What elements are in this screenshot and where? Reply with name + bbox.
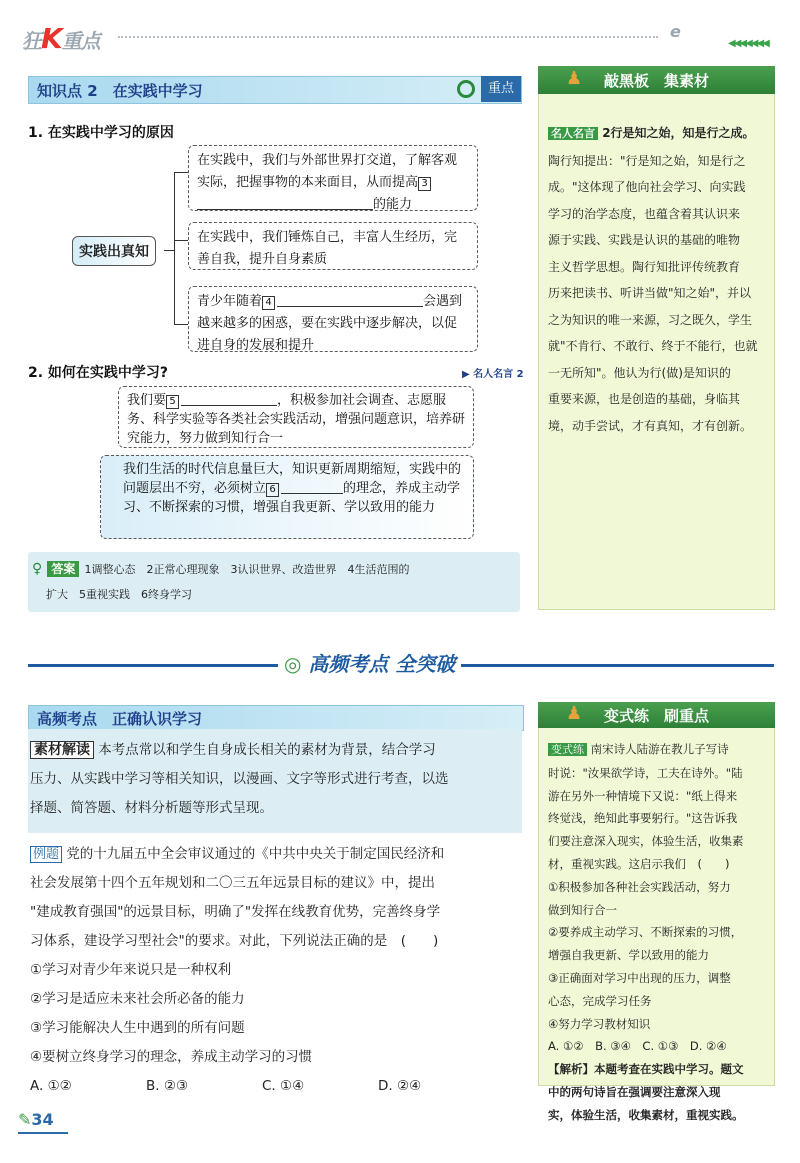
option-statement: ③学习能解决人生中遇到的所有问题 [30,1020,245,1036]
mindmap-connector [174,324,188,325]
side-bottom-text: 变式练 南宋诗人陆游在教儿子写诗 时说："汝果欲学诗，工夫在诗外。"陆 游在另外一种情境下又说："纸上得来 终觉浅，绝知此事要躬行。"这告诉我 们要注意深入现实，体验生活，收集素 材，重视实践。这启示我们 ( ) ①积极参加各种社会实践活动，努力 做到知行合一 ②要养成主动学习、不断探索的习惯， 增强自我更新、学以致用的能力 ③正确面对学习中出现的压力，调整 心态，完成学习任务 ④努力学习教材知识 A. ①② B. ③④ C. ①③ D. ②④ 【解析】本题考查在实践中学习。题文 中的两句诗旨在强调要注意深入现 实，体验生活，收集素材，重视实践。 [548,738,772,1127]
footer-line [18,1132,68,1134]
answer-blank[interactable] [277,292,423,307]
side-note-link[interactable]: ▶ 名人名言 2 [462,369,524,380]
answer-panel [28,552,520,612]
freq-title-bar: 高频考点 正确认识学习 [28,705,524,731]
method-box-2: 我们生活的时代信息量巨大，知识更新周期缩短，实践中的问题层出不穷，必须树立 6 的理念，养成主动学习、不断探索的习惯，增强自我更新、学以致用的能力 [100,455,474,539]
mindmap-connector [174,172,188,173]
answer-blank[interactable] [197,195,373,210]
blank-number: 3 [418,177,431,191]
header-mark: e [670,22,681,41]
page-icon: ✎ [18,1110,32,1129]
option-statement: ②学习是适应未来社会所必备的能力 [30,991,245,1007]
answer-row-2: 扩大 5重视实践 6终身学习 [46,588,192,601]
reason-box-3: 青少年随着 4 会遇到越来越多的困惑，要在实践中逐步解决，以促进自身的发展和提升 [188,286,478,352]
practice-tag: 变式练 [548,743,587,756]
part2-heading: 2. 如何在实践中学习? [28,365,169,381]
choice-c[interactable]: C. ①④ [262,1078,305,1094]
header-arrows-icon: ◀◀◀◀◀◀◀ [728,38,768,49]
part1-heading: 1. 在实践中学习的原因 [28,125,174,141]
page-number: ✎34 [18,1110,54,1129]
option-statement: ④要树立终身学习的理念，养成主动学习的习惯 [30,1049,313,1065]
reason-box-2: 在实践中，我们锤炼自己，丰富人生经历，完善自我，提升自身素质 [188,222,478,270]
mindmap-bracket [174,172,175,324]
answer-blank[interactable] [181,391,277,406]
side-panel-bottom-header: ♟ 变式练 刷重点 [538,702,775,728]
target-icon [457,80,475,98]
brand-logo: 狂K重点 [22,22,100,55]
header-dotted-line [118,36,658,38]
blank-number: 5 [166,395,179,409]
freq-text: 素材解读 本考点常以和学生自身成长相关的素材为背景，结合学习 压力、从实践中学习等相关知识，以漫画、文字等形式进行考查，以选 择题、简答题、材料分析题等形式呈现。 [30,742,449,816]
method-box-1: 我们要 5 ，积极参加社会调查、志愿服务、科学实验等各类社会实践活动，增强问题意识，培养研究能力，努力做到知行合一 [118,386,474,448]
quote-tag: 名人名言 [548,127,598,140]
mindmap-connector [174,240,188,241]
section-title-bar [28,76,522,104]
choice-b[interactable]: B. ②③ [146,1078,189,1094]
example-question: 例题 党的十九届五中全会审议通过的《中共中央关于制定国民经济和 社会发展第十四个五年规划和二〇三五年远景目标的建议》中，提出 "建成教育强国"的远景目标，明确了"发挥在线教育优势，完善终身学 习体系，建设学习型社会"的要求。对此，下列说法正确的是 ( ) ①学习对青少年来说只是一种权利 ②学习是适应未来社会所必备的能力 ③学习能解决人生中遇到的所有问题 ④要树立终身学习的理念，养成主动学习的习惯 A. ①② B. ②③ C. ①④ D. ②④ [30,840,526,1101]
person-icon: ♟ [566,703,583,724]
choice-a[interactable]: A. ①② [30,1078,72,1094]
mindmap-connector [164,250,174,251]
choice-d[interactable]: D. ②④ [378,1078,422,1094]
person-icon: ♟ [566,68,583,89]
blank-number: 4 [262,296,275,310]
section-title: 知识点 2 在实践中学习 [37,82,203,100]
answer-tag: 答案 [47,561,79,577]
key-point-badge: 重点 [481,76,521,102]
practice-options: A. ①② B. ③④ C. ①③ D. ②④ [548,1039,727,1054]
side-top-text: 名人名言 2行是知之始，知是行之成。 陶行知提出："行是知之始，知是行之 成。"这体现了他向社会学习、向实践 学习的治学态度，也蕴含着其认识来 源于实践、实践是认识的基础的唯物 主义哲学思想。陶行知批评传统教育 历来把读书、听讲当做"知之始"，并以 之为知识的唯一来源，习之既久，学生 就"不肯行、不敢行、终于不能行，也就 一无所知"。他认为行(做)是知识的 重要来源，也是创造的基础，身临其 境，动手尝试，才有真知，才有创新。 [548,126,758,433]
option-statement: ①学习对青少年来说只是一种权利 [30,962,232,978]
answer-row-1: ♀ 答案 1调整心态 2正常心理现象 3认识世界、改造世界 4生活范围的 [32,561,410,577]
banner-title: ◎ 高频考点 全突破 [278,648,461,677]
example-tag: 例题 [30,846,62,863]
key-icon: ♀ [32,561,43,577]
side-panel-top-header: ♟ 敲黑板 集素材 [538,66,775,94]
blank-number: 6 [266,483,279,497]
banner-icon: ◎ [284,652,302,676]
answer-blank[interactable] [281,479,343,494]
material-tag: 素材解读 [30,741,94,759]
reason-box-1: 在实践中，我们与外部世界打交道，了解客观实际，把握事物的本来面目，从而提高 3的能力 [188,145,478,211]
mindmap-root: 实践出真知 [72,236,156,266]
